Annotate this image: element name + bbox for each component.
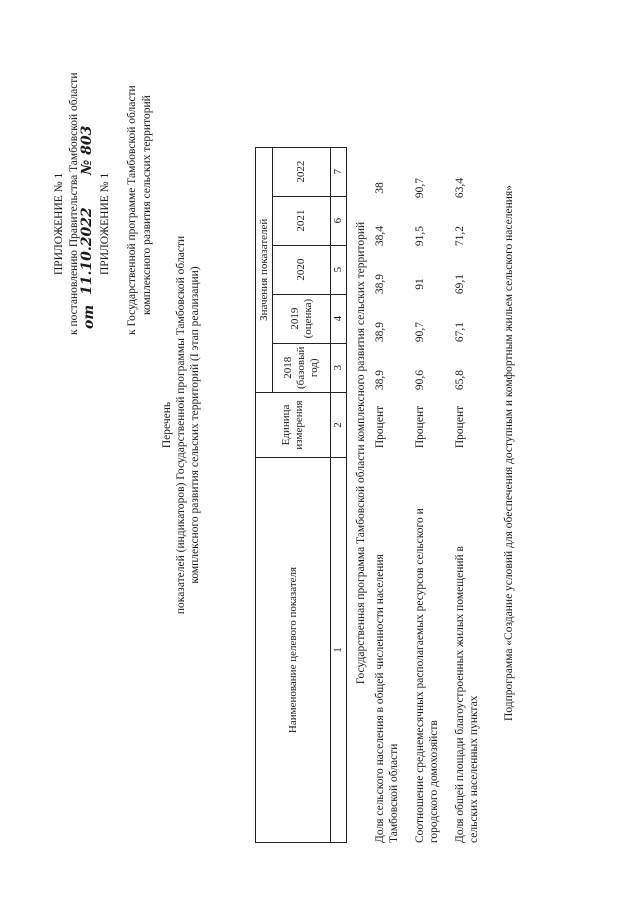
row-value-2022: 63,4 (454, 177, 466, 199)
col-number: 2 (331, 393, 347, 458)
section-title: Государственная программа Тамбовской области комплексного развития сельских территорий (355, 221, 367, 685)
row-value-2022: 90,7 (414, 177, 426, 199)
row-unit: Процент (414, 405, 426, 449)
row-value-2018: 65,8 (454, 369, 466, 391)
row-name-line: городского домохозяйств (428, 720, 440, 843)
handwritten-number: № 803 (79, 125, 95, 175)
appendix-header (52, 72, 155, 335)
title-line-3: комплексного развития сельских территорий (I этап реализации) (189, 266, 201, 584)
col-header-year-2019 (273, 294, 331, 343)
appendix-title: ПРИЛОЖЕНИЕ № 1 (53, 172, 65, 275)
title-line-1: Перечень (161, 401, 173, 449)
decree-reference: к постановлению Правительства Тамбовской области (68, 72, 80, 335)
year-note: (оценка) (301, 298, 314, 339)
col-number: 5 (331, 245, 347, 294)
row-value-2019: 67,1 (454, 321, 466, 343)
row-name-line: Тамбовской области (388, 743, 400, 843)
row-name-line: сельских населенных пунктах (468, 695, 480, 843)
col-header-unit-l1: Единица (280, 404, 292, 446)
table-row (413, 63, 443, 843)
handwritten-date: 11.10.2022 (79, 207, 95, 295)
row-value-2019: 38,9 (374, 321, 386, 343)
decree-date-line (79, 85, 98, 335)
col-header-year-2020: 2020 (273, 245, 331, 294)
col-number: 6 (331, 196, 347, 245)
col-header-year-2021: 2021 (273, 196, 331, 245)
row-unit: Процент (454, 405, 466, 449)
row-value-2019: 90,7 (414, 321, 426, 343)
col-number: 1 (331, 458, 347, 843)
col-number: 4 (331, 294, 347, 343)
title-line-2: показателей (индикаторов) Государственной программы Тамбовской области (175, 235, 187, 615)
row-name-line: Соотношение среднемесячных располагаемых ресурсов сельского и (414, 508, 426, 843)
row-value-2018: 90,6 (414, 369, 426, 391)
col-header-name: Наименование целевого показателя (256, 458, 331, 843)
table-row (373, 63, 403, 843)
row-name (453, 463, 481, 843)
program-reference-2: комплексного развития сельских территорий (141, 95, 153, 315)
row-value-2021: 71,2 (454, 225, 466, 247)
year-label: 2018 (282, 356, 294, 379)
row-name-line: Доля общей площади благоустроенных жилых помещений в (454, 546, 466, 843)
row-name-line: Доля сельского населения в общей численности населения (374, 554, 386, 843)
date-prefix: от (81, 304, 97, 329)
col-header-unit-l2: измерения (293, 400, 305, 450)
col-header-year-2018 (273, 343, 331, 392)
row-value-2020: 69,1 (454, 273, 466, 295)
row-value-2021: 38,4 (374, 225, 386, 247)
row-value-2020: 91 (414, 278, 426, 290)
year-note-2: год) (308, 358, 320, 378)
row-unit: Процент (374, 405, 386, 449)
col-number: 7 (331, 147, 347, 196)
year-note: (базовый (295, 346, 307, 389)
col-header-values: Значения показателей (256, 147, 273, 392)
program-reference-1: к Государственной программе Тамбовской области (126, 85, 138, 335)
row-value-2018: 38,9 (374, 369, 386, 391)
document-title (160, 155, 202, 695)
row-name (413, 463, 441, 843)
col-header-unit (256, 393, 331, 458)
year-label: 2019 (288, 307, 301, 330)
table-row (453, 63, 483, 843)
row-name (373, 463, 401, 843)
row-value-2022: 38 (374, 182, 386, 194)
col-header-year-2022: 2022 (273, 147, 331, 196)
indicators-table-header (255, 147, 347, 843)
subprogram-title: Подпрограмма «Создание условий для обеспечения доступным и комфортным жильем сельского населения» (503, 185, 515, 721)
row-value-2020: 38,9 (374, 273, 386, 295)
appendix-title-2: ПРИЛОЖЕНИЕ № 1 (99, 172, 111, 275)
col-number: 3 (331, 343, 347, 392)
row-value-2021: 91,5 (414, 225, 426, 247)
